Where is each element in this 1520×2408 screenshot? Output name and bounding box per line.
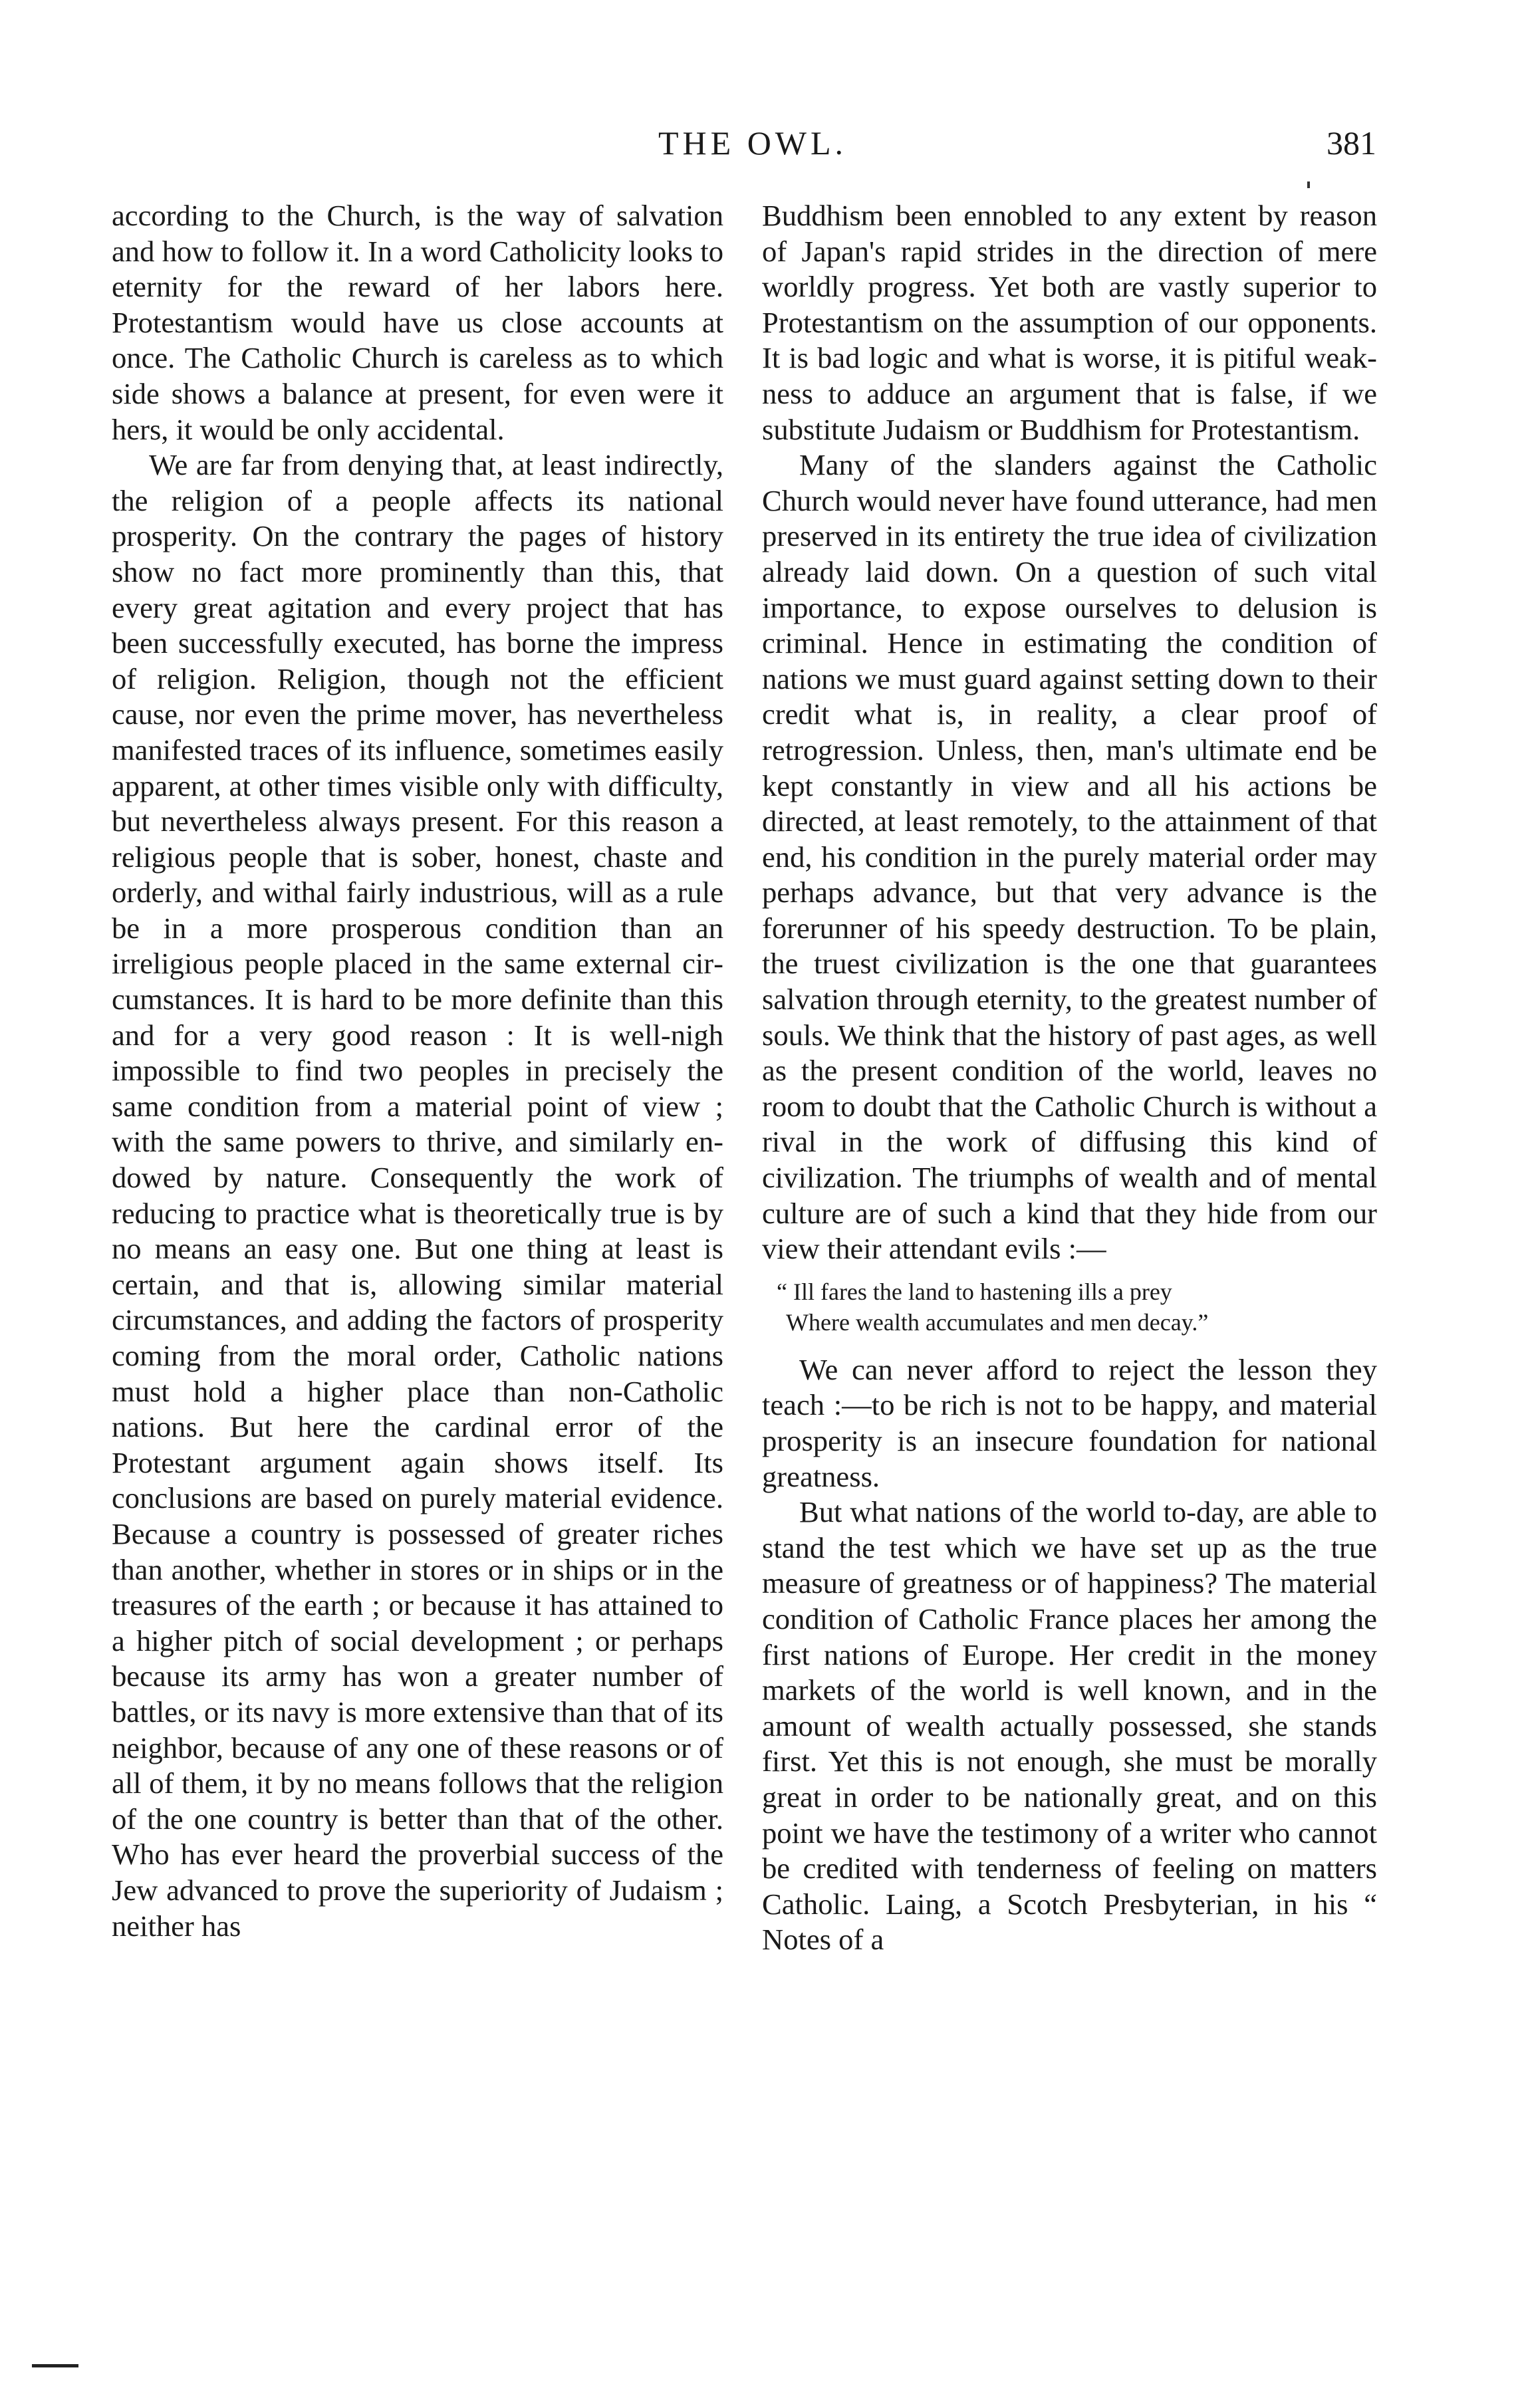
left-column [112,198,723,1944]
paragraph-religion-prosperity: We are far from denying that, at least indirectly, the religion of a people affects its national prosperity. On the contrary the pages of history show no fact more prominently than this, that every great agitation and every project that has been successfully executed, has borne the impress of religion. Religion, though not the efficient cause, nor even the prime mover, has nevertheless manifested traces of its influence, sometimes easily apparent, at other times visible only with difficulty, but nevertheless always present. For this reason a religious people that is sober, honest, chaste and orderly, and withal fairly industrious, will as a rule be in a more prosperous condition than an irreligious people placed in the same external circumstances. It is hard to be more definite than this and for a very good reason : It is well-nigh impossible to find two peoples in precisely the same condition from a material point of view ; with the same powers to thrive, and similarly endowed by nature. Consequently the work of reducing to practice what is theoretically true is by no means an easy one. But one thing at least is certain, and that is, allowing similar material circumstances, and adding the factors of prosperity coming from the moral order, Catholic nations must hold a higher place than non-Catholic nations. But here the cardinal error of the Protestant argument again shows itself. Its conclusions are based on purely material evidence. Because a country is possessed of greater riches than another, whether in stores or in ships or in the treasures of the earth ; or because it has attained to a higher pitch of social development ; or perhaps because its army has won a greater number of battles, or its navy is more extensive than that of its neighbor, because of any one of these reasons or of all of them, it by no means follows that the religion of the one country is better than that of the other. Who has ever heard the proverbial success of the Jew advanced to prove the superiority of Judaism ; neither has [112,448,723,1943]
tick-mark [1307,181,1310,188]
paragraph-lesson: We can never afford to reject the lesson they teach :—to be rich is not to be happy, and material prosperity is an insecure foundation for national greatness. [762,1352,1377,1493]
running-title: THE OWL. [658,124,848,162]
paragraph-slanders: Many of the slanders against the Catholic Church would never have found utterance, had men preserved in its entirety the true idea of civilization already laid down. On a question of such vital importance, to expose ourselves to delusion is criminal. Hence in estimating the condition of nations we must guard against setting down to their credit what is, in reality, a clear proof of retrogression. Unless, then, man's ultimate end be kept constantly in view and all his actions be directed, at least remotely, to the attainment of that end, his condition in the purely material order may perhaps advance, but that very advance is the forerunner of his speedy destruction. To be plain, the truest civilization is the one that guarantees salvation through eternity, to the greatest number of souls. We think that the history of past ages, as well as the present condition of the world, leaves no room to doubt that the Catholic Church is without a rival in the work of diffusing this kind of civilization. The triumphs of wealth and of mental culture are of such a kind that they hide from our view their attendant evils :— [762,448,1377,1266]
paragraph-buddhism: Buddhism been ennobled to any extent by reason of Japan's rapid strides in the direction of mere worldly progress. Yet both are vastly superior to Protestantism on the assumption of our opponents. It is bad logic and what is worse, it is pitiful weakness to adduce an argument that is false, if we substitute Judaism or Buddhism for Protestantism. [762,199,1377,446]
quote-line: Where wealth accumulates and men decay.” [786,1308,1209,1336]
right-column [762,198,1377,1958]
quote-line: “ Ill fares the land to hastening ills a prey [777,1278,1172,1305]
paragraph-france: But what nations of the world to-day, are able to stand the test which we have set up as the true measure of greatness or of happiness? The material condition of Catholic France places her among the first nations of Europe. Her credit in the money markets of the world is well known, and in the amount of wealth actually possessed, she stands first. Yet this is not enough, she must be morally great in order to be nationally great, and on this point we have the testimony of a writer who cannot be credited with tenderness of feeling on matters Catholic. Laing, a Scotch Presbyterian, in his “ Notes of a [762,1495,1377,1957]
page-header [0,123,1520,170]
poem-quote [762,1276,1377,1338]
paragraph-continued: according to the Church, is the way of salvation and how to follow it. In a word Catholicity looks to eternity for the reward of her labors here. Protestantism would have us close accounts at once. The Catholic Church is careless as to which side shows a balance at present, for even were it hers, it would be only accidental. [112,199,723,446]
page-number: 381 [1327,124,1376,162]
corner-mark [32,2364,78,2367]
